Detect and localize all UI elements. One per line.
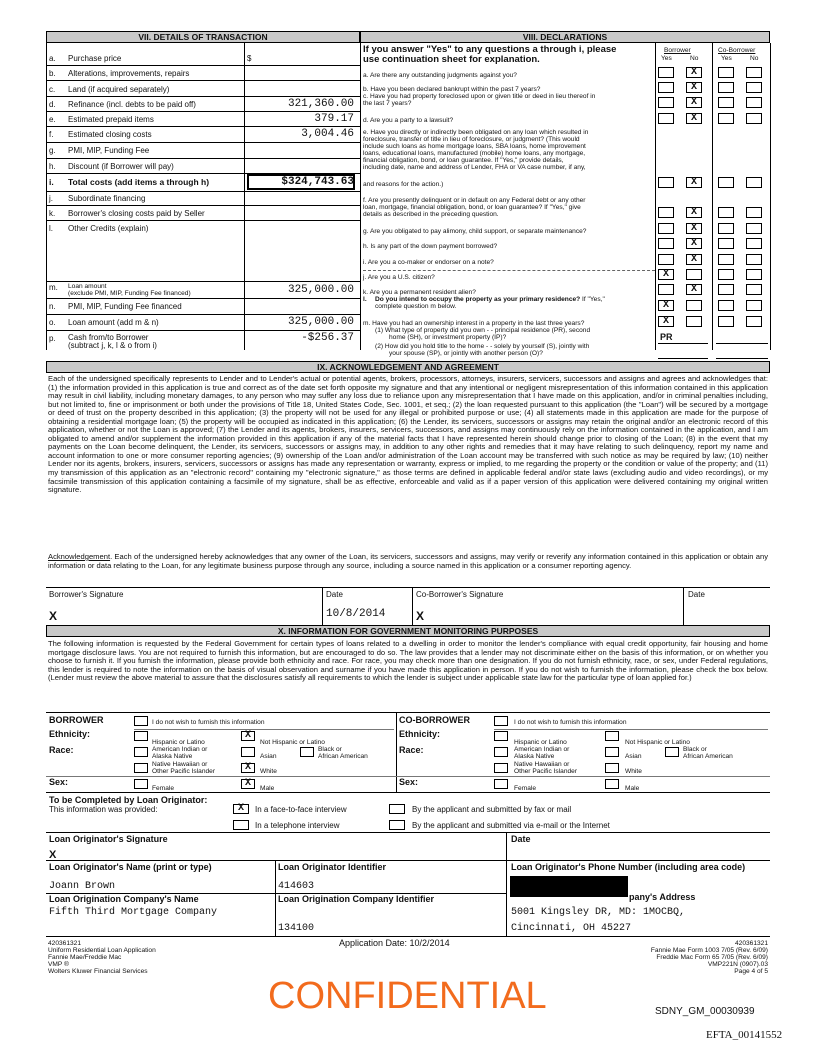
q-e3: loans, educational loans, manufactured (mobile) home loans, any mortgage, (363, 150, 586, 157)
originator-provided-label: This information was provided: (49, 805, 158, 814)
checkbox-b-white[interactable]: X (241, 763, 255, 773)
q-e4: financial obligation, bond, or loan guarantee. If "Yes," provide details, (363, 157, 564, 164)
checkbox-g-b-yes[interactable] (658, 223, 674, 234)
checkbox-k-b-no[interactable]: X (686, 284, 702, 295)
row-o-label: Loan amount (add m & n) (68, 318, 159, 327)
checkbox-h-c-no[interactable] (746, 238, 762, 249)
c-black-label2: African American (683, 753, 733, 760)
gm-borrower-label: BORROWER (49, 715, 104, 725)
b-hispanic-label: Hispanic or Latino (152, 739, 205, 746)
q-m2a: (2) How did you hold title to the home - - solely by yourself (S), jointly with (375, 343, 590, 350)
checkbox-j-b-yes[interactable]: X (658, 269, 674, 280)
checkbox-face-to-face[interactable]: X (233, 804, 249, 814)
b-amind-label1: American Indian or (152, 746, 208, 753)
coborrower-signature-label: Co-Borrower's Signature (416, 590, 504, 599)
company-id-value: 134100 (278, 923, 315, 934)
q-l1: Do you intend to occupy the property as your primary residence? (375, 296, 581, 303)
q-c2: the last 7 years? (363, 100, 412, 107)
checkbox-c-asian[interactable] (605, 747, 619, 757)
checkbox-h-b-no[interactable]: X (686, 238, 702, 249)
checkbox-k-c-yes[interactable] (718, 284, 734, 295)
row-m-letter: m. (49, 283, 58, 292)
checkbox-l-b-no[interactable] (686, 300, 702, 311)
row-l-label: Other Credits (explain) (68, 224, 149, 233)
checkbox-b-asian[interactable] (241, 747, 255, 757)
checkbox-telephone[interactable] (233, 820, 249, 830)
checkbox-b-male[interactable]: X (241, 779, 255, 789)
lo-name-value: Joann Brown (49, 881, 116, 892)
c-not-hispanic-label: Not Hispanic or Latino (625, 739, 690, 746)
b-sex-label: Sex: (49, 777, 69, 787)
application-date: Application Date: 10/2/2014 (339, 938, 450, 948)
face-to-face-label: In a face-to-face interview (255, 805, 347, 814)
q-m1a: (1) What type of property did you own - - principal residence (PR), second (375, 327, 591, 334)
company-id-label: Loan Origination Company Identifier (278, 894, 435, 904)
row-d-amount: 321,360.00 (287, 98, 354, 110)
checkbox-f-b-no[interactable]: X (686, 207, 702, 218)
checkbox-m-b-yes[interactable]: X (658, 316, 674, 327)
q-a: a. Are there any outstanding judgments against you? (363, 72, 517, 79)
q-f1: loan, mortgage, financial obligation, bond, or loan guarantee? If "Yes," give (363, 204, 581, 211)
row-p-label2: (subtract j, k, l & o from i) (68, 341, 157, 350)
section-8-header: VIII. DECLARATIONS (360, 31, 770, 43)
checkbox-c-no-furnish[interactable] (494, 716, 508, 726)
row-p-amount: -$256.37 (301, 332, 354, 344)
checkbox-j-b-no[interactable] (686, 269, 702, 280)
footer-right-4: VMP221N (0907).03 (707, 961, 768, 968)
checkbox-c-b-no[interactable]: X (686, 97, 702, 108)
row-e-amount: 379.17 (314, 113, 354, 125)
checkbox-a-b-yes[interactable] (658, 67, 674, 78)
row-j-label: Subordinate financing (68, 194, 146, 203)
checkbox-b-black[interactable] (300, 747, 314, 757)
checkbox-b-amind[interactable] (134, 747, 148, 757)
checkbox-b-no-furnish[interactable] (134, 716, 148, 726)
c-sex-label: Sex: (399, 777, 419, 787)
checkbox-b-hispanic[interactable] (134, 731, 148, 741)
q-d: d. Are you a party to a lawsuit? (363, 117, 454, 124)
c-female-label: Female (514, 785, 536, 792)
redaction-block (510, 876, 628, 897)
lo-signature-label: Loan Originator's Signature (49, 834, 168, 844)
checkbox-b-female[interactable] (134, 779, 148, 789)
row-l-letter: l. (49, 224, 53, 233)
row-o-letter: o. (49, 318, 56, 327)
checkbox-b-nh[interactable] (134, 763, 148, 773)
checkbox-a-c-no[interactable] (746, 67, 762, 78)
company-address-line2: Cincinnati, OH 45227 (511, 923, 632, 934)
row-n-letter: n. (49, 302, 56, 311)
borrower-date-value: 10/8/2014 (326, 608, 386, 620)
checkbox-fax-mail[interactable] (389, 804, 405, 814)
checkbox-m-b-no[interactable] (686, 316, 702, 327)
row-f-label: Estimated closing costs (68, 130, 152, 139)
borrower-date-label: Date (326, 590, 343, 599)
row-k-letter: k. (49, 209, 56, 218)
c-no-furnish-label: I do not wish to furnish this information (514, 719, 627, 726)
footer-left-5: Wolters Kluwer Financial Services (48, 968, 148, 975)
b-amind-label2: Alaska Native (152, 753, 193, 760)
checkbox-h-b-yes[interactable] (658, 238, 674, 249)
checkbox-c-hispanic[interactable] (494, 731, 508, 741)
checkbox-m-c-no[interactable] (746, 316, 762, 327)
c-amind-label2: Alaska Native (514, 753, 555, 760)
bates-number: SDNY_GM_00030939 (655, 1006, 755, 1017)
checkbox-d-c-no[interactable] (746, 113, 762, 124)
row-f-amount: 3,004.46 (301, 128, 354, 140)
row-a-letter: a. (49, 54, 56, 63)
checkbox-b-b-no[interactable]: X (686, 82, 702, 93)
checkbox-c-b-yes[interactable] (658, 97, 674, 108)
row-i-amount: $324,743.63 (281, 176, 354, 188)
row-j-letter: j. (49, 194, 53, 203)
row-e-label: Estimated prepaid items (68, 115, 154, 124)
c-nh-label2: Other Pacific Islander (514, 768, 578, 775)
lo-id-label: Loan Originator Identifier (278, 862, 387, 872)
lo-name-label: Loan Originator's Name (print or type) (49, 862, 212, 872)
b-not-hispanic-label: Not Hispanic or Latino (260, 739, 325, 746)
row-g-label: PMI, MIP, Funding Fee (68, 146, 150, 155)
row-b-label: Alterations, improvements, repairs (68, 69, 190, 78)
row-m-amount: 325,000.00 (287, 284, 354, 296)
checkbox-i-b-no[interactable]: X (686, 254, 702, 265)
checkbox-h-c-yes[interactable] (718, 238, 734, 249)
footer-left-1: 420361321 (48, 940, 82, 947)
q-l-letter: l. (363, 296, 367, 303)
acknowledgement-paragraph: Each of the undersigned specifically represents to Lender and to Lender's actual or potential agents, brokers, processors, attorneys, insurers, servicers, successors and assigns and agrees and acknowledges that: (1) the information provided in this application is true and correct as of the date set forth opposite my signature and that any intentional or negligent misrepresentation of this information contained in this application may result in civil liability, including monetary damages, to any person who may suffer any loss due to reliance upon any misrepresentation that I have made on this application, and/or in criminal penalties including, but not limited to, fine or imprisonment or both under the provisions of Title 18, United States Code, Sec. 1001, et seq.; (2) the loan requested pursuant to this application (the "Loan") will be secured by a mortgage or deed of trust on the property described in this application; (3) the property will not be used for any illegal or prohibited purpose or use; (4) all statements made in this application are made for the purpose of obtaining a residential mortgage loan; (5) the property will be occupied as indicated in this application; (6) the Lender, its servicers, successors or assigns may retain the original and/or an electronic record of this application, whether or not the Loan is approved; (7) the Lender and its agents, brokers, insurers, servicers, successors, and assigns may continuously rely on the information contained in the application, and I am obligated to amend and/or supplement the information provided in this application if any of the material facts that I have represented herein should change prior to closing of the Loan; (8) in the event that my payments on the Loan become delinquent, the Lender, its servicers, successors or assigns may, in addition to any other rights and remedies that it may have relating to such delinquency, report my name and account information to one or more consumer reporting agencies; (9) ownership of the Loan and/or administration of the Loan account may be transferred with such notice as may be required by law; (10) neither Lender nor its agents, brokers, insurers, servicers, successors or assigns has made any representation or warranty, express or implied, to me regarding the property or the condition or value of the property; and (11) my transmission of this application as an "electronic record" containing my "electronic signature," as those terms are defined in applicable federal and/or state laws (excluding audio and video recordings), or my facsimile transmission of this application containing a facsimile of my signature, shall be as effective, enforceable and valid as if a paper version of this application were delivered containing my original written signature. (48, 374, 768, 495)
checkbox-m-c-yes[interactable] (718, 316, 734, 327)
originator-heading: To be Completed by Loan Originator: (49, 795, 208, 805)
borrower-signature-label: Borrower's Signature (49, 590, 124, 599)
coborrower-date-label: Date (688, 590, 705, 599)
b-race-label: Race: (49, 745, 74, 755)
row-f-letter: f. (49, 130, 54, 139)
checkbox-l-c-no[interactable] (746, 300, 762, 311)
q-g: g. Are you obligated to pay alimony, child support, or separate maintenance? (363, 228, 587, 235)
checkbox-e-b-no[interactable]: X (686, 177, 702, 188)
company-name-label: Loan Origination Company's Name (49, 894, 199, 904)
row-k-label: Borrower's closing costs paid by Seller (68, 209, 205, 218)
coborrower-col-label: Co-Borrower (718, 47, 756, 54)
c-no-label: No (750, 55, 759, 62)
b-ethnicity-label: Ethnicity: (49, 729, 91, 739)
c-asian-label: Asian (625, 753, 642, 760)
checkbox-k-c-no[interactable] (746, 284, 762, 295)
b-yes-label: Yes (661, 55, 672, 62)
c-amind-label1: American Indian or (514, 746, 570, 753)
checkbox-c-c-no[interactable] (746, 97, 762, 108)
checkbox-f-c-no[interactable] (746, 207, 762, 218)
row-e-letter: e. (49, 115, 56, 124)
row-h-letter: h. (49, 162, 56, 171)
checkbox-c-nh[interactable] (494, 763, 508, 773)
b-nh-label2: Other Pacific Islander (152, 768, 216, 775)
b-nh-label1: Native Hawaiian or (152, 761, 208, 768)
checkbox-g-c-yes[interactable] (718, 223, 734, 234)
row-i-letter: i. (49, 177, 54, 187)
checkbox-l-c-yes[interactable] (718, 300, 734, 311)
row-m-label1: Loan amount (68, 283, 107, 290)
b-black-label1: Black or (318, 746, 342, 753)
q-m2b: your spouse (SP), or jointly with another person (O)? (389, 350, 543, 357)
checkbox-c-black[interactable] (665, 747, 679, 757)
row-d-label: Refinance (incl. debts to be paid off) (68, 100, 196, 109)
section-9-header: IX. ACKNOWLEDGEMENT AND AGREEMENT (46, 361, 770, 373)
checkbox-b-c-no[interactable] (746, 82, 762, 93)
confidential-watermark: CONFIDENTIAL (268, 975, 547, 1017)
checkbox-l-b-yes[interactable]: X (658, 300, 674, 311)
checkbox-i-c-no[interactable] (746, 254, 762, 265)
row-m-label2: (exclude PMI, MIP, Funding Fee financed) (68, 290, 191, 297)
acknowledgement-2 (48, 553, 768, 570)
footer-right-5: Page 4 of 5 (734, 968, 768, 975)
lo-id-value: 414603 (278, 881, 315, 892)
q-e0: e. Have you directly or indirectly been obligated on any loan which resulted in (363, 129, 589, 136)
dollar-sign: $ (247, 54, 252, 63)
c-yes-label: Yes (721, 55, 732, 62)
lo-phone-label: Loan Originator's Phone Number (including area code) (511, 862, 746, 872)
row-n-label: PMI, MIP, Funding Fee financed (68, 302, 182, 311)
checkbox-c-amind[interactable] (494, 747, 508, 757)
b-no-furnish-label: I do not wish to furnish this information (152, 719, 265, 726)
q-b: b. Have you been declared bankrupt within the past 7 years? (363, 86, 541, 93)
checkbox-f-b-yes[interactable] (658, 207, 674, 218)
checkbox-e-c-yes[interactable] (718, 177, 734, 188)
c-race-label: Race: (399, 745, 424, 755)
checkbox-i-b-yes[interactable] (658, 254, 674, 265)
decl-intro2: use continuation sheet for explanation. (363, 54, 540, 65)
borrower-col-label: Borrower (664, 47, 691, 54)
ack-body: . Each of the undersigned hereby acknowledges that any owner of the Loan, its servicers, successors and assigns, may verify or reverify any information contained in this application or obtain any information or data relating to the Loan, for any legitimate business purpose through any source, including a source named in this application or a consumer reporting agency. (48, 552, 768, 570)
row-p-letter: p. (49, 334, 56, 343)
checkbox-e-c-no[interactable] (746, 177, 762, 188)
checkbox-a-b-no[interactable]: X (686, 67, 702, 78)
q-e6: and reasons for the action.) (363, 181, 444, 188)
q-j: j. Are you a U.S. citizen? (363, 274, 435, 281)
fax-mail-label: By the applicant and submitted by fax or mail (412, 805, 572, 814)
q-l1b: If "Yes," (580, 296, 605, 303)
row-g-letter: g. (49, 146, 56, 155)
checkbox-c-male[interactable] (605, 779, 619, 789)
property-type-value: PR (660, 332, 673, 342)
section-10-header: X. INFORMATION FOR GOVERNMENT MONITORING PURPOSES (46, 625, 770, 637)
row-i-label: Total costs (add items a through h) (68, 177, 210, 187)
c-ethnicity-label: Ethnicity: (399, 729, 441, 739)
row-d-letter: d. (49, 100, 56, 109)
checkbox-c-female[interactable] (494, 779, 508, 789)
lo-signature-field[interactable]: X (49, 849, 57, 861)
c-nh-label1: Native Hawaiian or (514, 761, 570, 768)
footer-right-1: 420361321 (734, 940, 768, 947)
checkbox-f-c-yes[interactable] (718, 207, 734, 218)
company-address-label: pany's Address (629, 892, 696, 902)
company-address-line1: 5001 Kingsley DR, MD: 1MOCBQ, (511, 907, 686, 918)
b-no-label: No (690, 55, 699, 62)
c-hispanic-label: Hispanic or Latino (514, 739, 567, 746)
gov-monitoring-paragraph: The following information is requested by the Federal Government for certain types of loans related to a dwelling in order to monitor the lender's compliance with equal credit opportunity, fair housing and home mortgage disclosure laws. You are not required to furnish this information, but are encouraged to do so. The law provides that a lender may not discriminate either on the basis of this information, or on whether you choose to furnish it. If you furnish the information, please provide both ethnicity and race. For race, you may check more than one designation. If you do not furnish ethnicity, race, or sex, under Federal regulations, this lender is required to note the information on the basis of visual observation and surname if you have made this application in person. If you do not wish to furnish the information, please check the box below. (Lender must review the above material to assure that the disclosures satisfy all requirements to which the lender is subject under applicable state law for the particular type of loan applied for.) (48, 639, 768, 683)
q-m: m. Have you had an ownership interest in a property in the last three years? (363, 320, 585, 327)
footer-left-4: VMP ® (48, 961, 69, 968)
row-c-letter: c. (49, 85, 56, 94)
checkbox-c-white[interactable] (605, 763, 619, 773)
row-o-amount: 325,000.00 (287, 316, 354, 328)
footer-right-3: Freddie Mac Form 65 7/05 (Rev. 6/09) (656, 954, 768, 961)
checkbox-c-not-hispanic[interactable] (605, 731, 619, 741)
q-f2: details as described in the preceding question. (363, 211, 499, 218)
borrower-signature-field[interactable]: X (49, 609, 58, 623)
b-male-label: Male (260, 785, 275, 792)
q-c1: c. Have you had property foreclosed upon or given title or deed in lieu thereof in (363, 93, 596, 100)
company-name-value: Fifth Third Mortgage Company (49, 907, 218, 918)
checkbox-a-c-yes[interactable] (718, 67, 734, 78)
checkbox-d-b-yes[interactable] (658, 113, 674, 124)
coborrower-signature-field[interactable]: X (416, 609, 425, 623)
checkbox-b-b-yes[interactable] (658, 82, 674, 93)
q-f0: f. Are you presently delinquent or in default on any Federal debt or any other (363, 197, 586, 204)
row-a-label: Purchase price (68, 54, 122, 63)
row-b-letter: b. (49, 69, 56, 78)
section-7-header: VII. DETAILS OF TRANSACTION (46, 31, 360, 43)
q-e2: include such loans as home mortgage loans, SBA loans, home improvement (363, 143, 586, 150)
c-white-label: White (625, 768, 642, 775)
b-white-label: White (260, 768, 277, 775)
c-black-label1: Black or (683, 746, 707, 753)
lo-date-label: Date (511, 834, 531, 844)
ack-heading: Acknowledgement (48, 552, 111, 561)
checkbox-email[interactable] (389, 820, 405, 830)
footer-left-3: Fannie Mae/Freddie Mac (48, 954, 122, 961)
checkbox-d-c-yes[interactable] (718, 113, 734, 124)
q-m1b: home (SH), or investment property (IP)? (389, 334, 507, 341)
decl-intro1: If you answer "Yes" to any questions a through i, please (363, 44, 617, 55)
row-p-label1: Cash from/to Borrower (68, 333, 149, 342)
q-e5: including date, name and address of Lender, FHA or VA case number, if any, (363, 164, 586, 171)
b-female-label: Female (152, 785, 174, 792)
c-male-label: Male (625, 785, 640, 792)
footer-right-2: Fannie Mae Form 1003 7/05 (Rev. 6/09) (650, 947, 768, 954)
efta-number: EFTA_00141552 (706, 1029, 783, 1041)
q-e1: foreclosure, transfer of title in lieu of foreclosure, or judgment? (This would (363, 136, 580, 143)
footer-left-2: Uniform Residential Loan Application (48, 947, 156, 954)
checkbox-b-not-hispanic[interactable]: X (241, 731, 255, 741)
checkbox-k-b-yes[interactable] (658, 284, 674, 295)
q-h: h. Is any part of the down payment borrowed? (363, 243, 498, 250)
b-asian-label: Asian (260, 753, 277, 760)
checkbox-c-c-yes[interactable] (718, 97, 734, 108)
row-c-label: Land (if acquired separately) (68, 85, 170, 94)
row-h-label: Discount (if Borrower will pay) (68, 162, 174, 171)
q-i: i. Are you a co-maker or endorser on a note? (363, 259, 494, 266)
telephone-label: In a telephone interview (255, 821, 340, 830)
checkbox-b-c-yes[interactable] (718, 82, 734, 93)
checkbox-j-c-no[interactable] (746, 269, 762, 280)
checkbox-i-c-yes[interactable] (718, 254, 734, 265)
b-black-label2: African American (318, 753, 368, 760)
q-k: k. Are you a permanent resident alien? (363, 289, 476, 296)
checkbox-e-b-yes[interactable] (658, 177, 674, 188)
checkbox-j-c-yes[interactable] (718, 269, 734, 280)
email-label: By the applicant and submitted via e-mail or the Internet (412, 821, 610, 830)
gm-coborrower-label: CO-BORROWER (399, 715, 470, 725)
checkbox-g-c-no[interactable] (746, 223, 762, 234)
q-l2: complete question m below. (375, 303, 457, 310)
checkbox-g-b-no[interactable]: X (686, 223, 702, 234)
checkbox-d-b-no[interactable]: X (686, 113, 702, 124)
